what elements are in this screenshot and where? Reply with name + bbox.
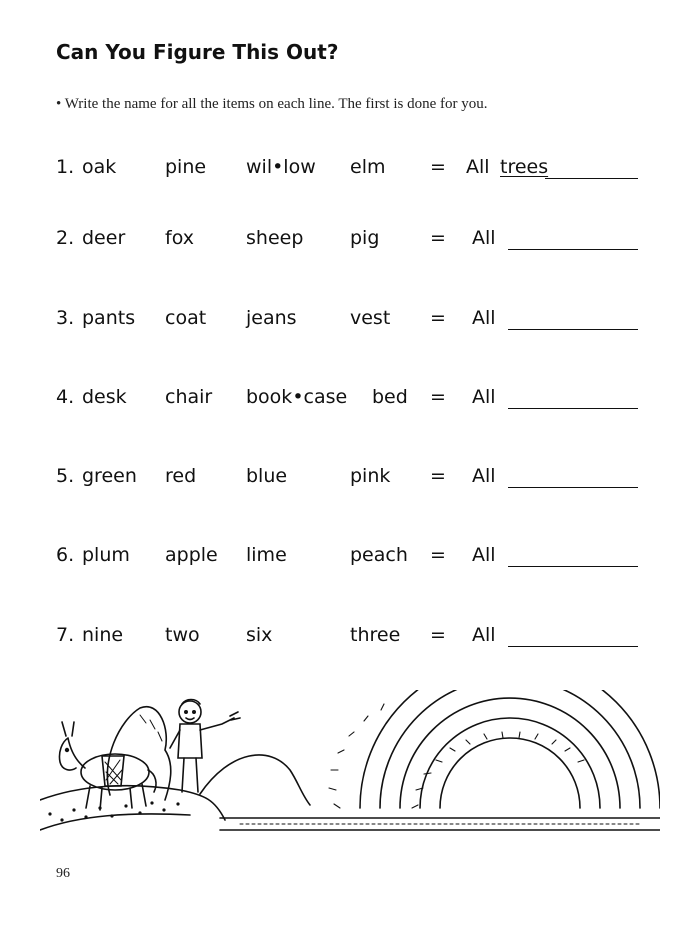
equals-sign: =	[430, 227, 446, 249]
answer-blank[interactable]	[508, 487, 638, 488]
worksheet-row-3	[0, 303, 700, 337]
item-word: book•case	[246, 386, 348, 408]
equals-sign: =	[430, 544, 446, 566]
item-word: three	[350, 624, 401, 646]
equals-sign: =	[430, 386, 446, 408]
row-number: 5.	[56, 465, 75, 487]
item-word: six	[246, 624, 273, 646]
item-word: chair	[165, 386, 213, 408]
item-word: elm	[350, 156, 386, 178]
worksheet-row-7	[0, 620, 700, 654]
row-number: 6.	[56, 544, 75, 566]
item-word: red	[165, 465, 197, 487]
row-number: 7.	[56, 624, 75, 646]
item-word: oak	[82, 156, 117, 178]
item-word: two	[165, 624, 200, 646]
equals-sign: =	[430, 624, 446, 646]
all-label: All	[472, 544, 496, 566]
all-label: All	[472, 386, 496, 408]
item-word: pink	[350, 465, 391, 487]
page-number: 96	[56, 866, 70, 881]
item-word: desk	[82, 386, 127, 408]
answer-text: trees	[500, 156, 549, 178]
row-number: 1.	[56, 156, 75, 178]
answer-blank[interactable]	[508, 566, 638, 567]
instruction-text: • Write the name for all the items on each line. The first is done for you.	[56, 96, 488, 112]
rainbow-icon	[329, 690, 660, 808]
item-word: coat	[165, 307, 207, 329]
all-label: All	[466, 156, 490, 178]
row-number: 3.	[56, 307, 75, 329]
row-number: 2.	[56, 227, 75, 249]
item-word: jeans	[246, 307, 297, 329]
pebbles-icon	[48, 801, 179, 821]
item-word: pants	[82, 307, 136, 329]
boy-icon	[170, 700, 240, 793]
item-word: lime	[246, 544, 287, 566]
item-word: vest	[350, 307, 391, 329]
all-label: All	[472, 227, 496, 249]
worksheet-row-4	[0, 382, 700, 416]
item-word: deer	[82, 227, 126, 249]
all-label: All	[472, 307, 496, 329]
worksheet-row-6	[0, 540, 700, 574]
item-word: peach	[350, 544, 408, 566]
item-word: apple	[165, 544, 218, 566]
item-word: fox	[165, 227, 194, 249]
all-label: All	[472, 465, 496, 487]
item-word: wil•low	[246, 156, 316, 178]
hill-icon	[200, 755, 310, 805]
answer-blank[interactable]	[545, 178, 638, 179]
worksheet-row-1	[0, 152, 700, 186]
all-label: All	[472, 624, 496, 646]
equals-sign: =	[430, 307, 446, 329]
answer-blank[interactable]	[508, 408, 638, 409]
item-word: green	[82, 465, 137, 487]
row-number: 4.	[56, 386, 75, 408]
item-word: nine	[82, 624, 124, 646]
boy-donkey-rainbow-illustration	[40, 690, 660, 840]
item-word: pine	[165, 156, 207, 178]
equals-sign: =	[430, 465, 446, 487]
worksheet-row-2	[0, 223, 700, 257]
item-word: plum	[82, 544, 130, 566]
page-title: Can You Figure This Out?	[56, 40, 339, 64]
answer-blank[interactable]	[508, 329, 638, 330]
item-word: bed	[372, 386, 408, 408]
answer-blank[interactable]	[508, 646, 638, 647]
item-word: blue	[246, 465, 288, 487]
answer-blank[interactable]	[508, 249, 638, 250]
equals-sign: =	[430, 156, 446, 178]
item-word: sheep	[246, 227, 304, 249]
worksheet-row-5	[0, 461, 700, 495]
item-word: pig	[350, 227, 380, 249]
